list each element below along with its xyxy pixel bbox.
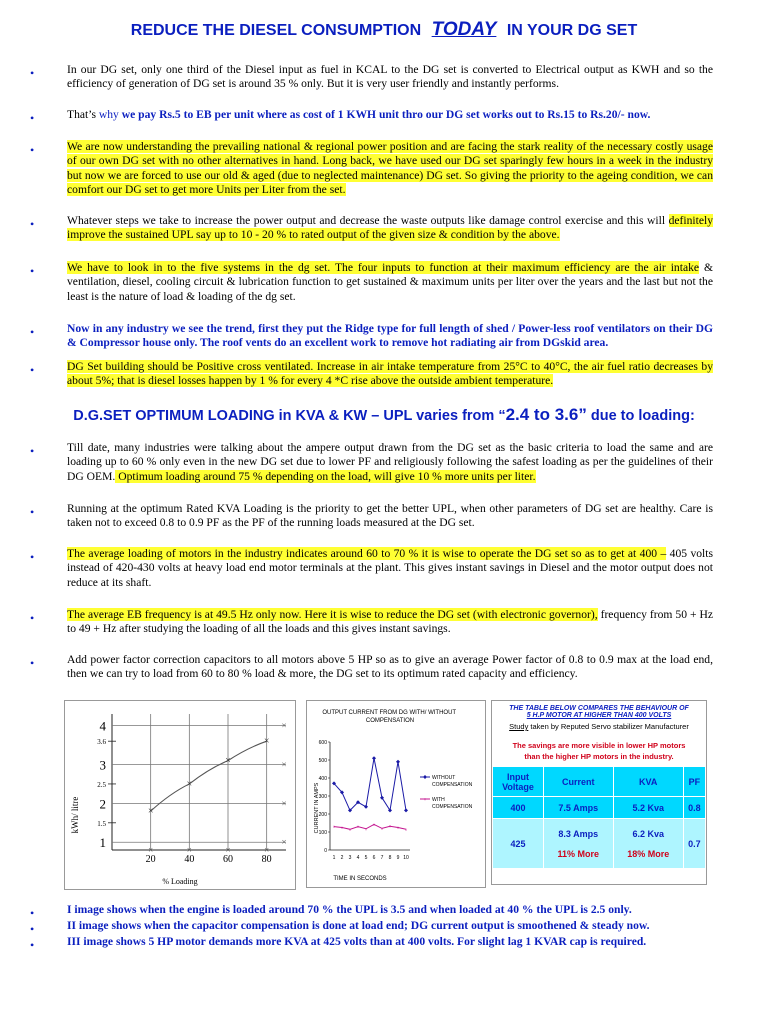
bullet-dot: • [30, 505, 35, 519]
study-word: Study [509, 722, 529, 731]
bullet-building-ventilation [67, 360, 713, 389]
table-row [493, 819, 706, 869]
data-point: × [356, 825, 360, 831]
page-title [0, 19, 768, 41]
data-point: × [263, 736, 270, 748]
y-tick-label: 200 [318, 812, 327, 818]
table-header-row [493, 767, 706, 797]
title-part: IN YOUR DG SET [506, 22, 638, 39]
cell-pf: 0.8 [683, 797, 705, 819]
bullet-dot: • [30, 444, 35, 458]
cell-current [544, 819, 614, 869]
table-heading-2: 5 H.P MOTOR AT HIGHER THAN 400 VOLTS [526, 712, 672, 719]
bullet-text: In our DG set, only one third of the Diesel input as fuel in KCAL to the DG set is converted to Electrical output as KWH and so the efficiency of generation of DG set is around 35 % only. But it is very user friendly and instantly performs. [67, 63, 713, 91]
y-tick-label: 4 [99, 718, 106, 734]
study-line [492, 722, 706, 731]
y-tick-label: 600 [318, 740, 327, 746]
col-header-kva: KVA [613, 767, 683, 797]
chart-ylabel: kWh/ litre [70, 796, 80, 834]
heading-part: 2.4 to 3.6” [505, 405, 587, 424]
bullet-text: Running at the optimum Rated KVA Loading is the priority to get the better UPL, when other parameters of DG set are healthy. Care is taken not to exceed 0.8 to 0.9 PF as the PF of the running loads measured at the DG set. [67, 502, 713, 530]
cell-voltage: 400 [493, 797, 544, 819]
chart-xlabel: TIME IN SECONDS [333, 876, 387, 882]
y-tick-label: 400 [318, 776, 327, 782]
chart-ylabel: CURRENT IN AMPS [314, 782, 320, 834]
title-emphasis: TODAY [431, 19, 497, 40]
data-point: × [388, 825, 392, 831]
bullet-text: frequency from 50 + Hz to 49 + Hz after studying the loading of all the loads and this gives instant savings. [67, 608, 713, 636]
bullet-text: We have to look in to the five systems in the dg set. The four inputs to function at their maximum efficiency are the air intake [67, 261, 700, 274]
x-tick-label: 9 [396, 855, 400, 861]
x-tick-label: 1 [332, 855, 336, 861]
upl-loading-chart-svg [64, 700, 296, 890]
bullet-text: Till date, many industries were talking about the ampere output drawn from the DG set as the basic criteria to load the same and are loading up to 60 % only even in the new DG set due to lower PF and religiously following the safest loading as per the guidelines of their DG OEM. [67, 441, 713, 483]
footnote-image-3 [67, 935, 713, 949]
bullet-text: That’s [67, 108, 99, 121]
bullet-power-position [67, 140, 713, 198]
bullet-increase-output [67, 214, 713, 243]
y-tick-label: 100 [318, 830, 327, 836]
x-tick-label: 8 [388, 855, 392, 861]
data-point: × [186, 778, 193, 790]
y-tick-cross: × [281, 798, 287, 809]
bullet-text: Add power factor correction capacitors to all motors above 5 HP so as to give an average Power factor of 0.8 to 0.9 max at the load end, then we can try to load from 60 to 80 % load & more, the DG set to its optimum rated capacity and efficiency. [67, 653, 713, 681]
data-point: × [372, 823, 376, 829]
y-minor-tick-label: 2.5 [97, 780, 106, 789]
current-compensation-chart-svg [306, 700, 486, 888]
bullet-ampere-criteria [67, 441, 713, 484]
y-tick-label: 1 [99, 835, 106, 851]
x-tick-label: 3 [348, 855, 352, 861]
x-tick-cross: × [225, 845, 231, 855]
bullet-dot: • [30, 143, 35, 157]
data-point: × [147, 806, 154, 818]
cell-kva-increase: 18% More [627, 848, 670, 859]
bullet-motor-loading [67, 547, 713, 590]
data-point: × [404, 828, 408, 834]
bullet-five-systems [67, 261, 713, 304]
x-tick-label: 7 [380, 855, 384, 861]
bullet-eb-frequency [67, 608, 713, 637]
bullet-roof-ventilators [67, 322, 713, 351]
x-tick-label: 4 [356, 855, 360, 861]
bullet-dot: • [30, 550, 35, 564]
x-tick-label: 10 [403, 855, 409, 861]
col-header-voltage: Input Voltage [493, 767, 544, 797]
y-tick-label: 300 [318, 794, 327, 800]
study-rest: taken by Reputed Servo stabilizer Manufacturer [528, 722, 689, 731]
bullet-dot: • [30, 264, 35, 278]
bullet-dot: • [30, 906, 35, 920]
bullet-text: definitely improve the sustained UPL say up to 10 - 20 % to rated output of the given size & condition by the above. [67, 214, 713, 242]
data-point: × [364, 827, 368, 833]
legend-label-with: WITH COMPENSATION [432, 797, 473, 810]
comparison-table [492, 766, 706, 869]
bullet-text: Optimum loading around 75 % depending on the load, will give 10 % more units per liter. [115, 469, 536, 483]
bullet-dot: • [30, 111, 35, 125]
bullet-dot: • [30, 656, 35, 670]
savings-note: The savings are more visible in lower HP motors than the higher HP motors in the industry. [512, 741, 686, 761]
current-compensation-chart [306, 700, 486, 888]
x-tick-label: 40 [184, 854, 195, 865]
y-tick-cross: × [281, 759, 287, 770]
bullet-text: 405 volts instead of 420-430 volts at heavy load end motor terminals at the plant. This gives instant savings in Diesel and the motor output does not reduce at its shaft. [67, 547, 713, 589]
bullet-text: we pay Rs.5 to EB per unit where as cost of 1 KWH unit thro our DG set works out to Rs.15 to Rs.20/- now. [121, 108, 651, 121]
y-tick-label: 500 [318, 758, 327, 764]
bullet-text: Now in any industry we see the trend, first they put the Ridge type for full length of shed / Power-less roof ventilators on their DG & Compressor house only. The roof vents do an excellent work to remove hot radiating air from DGskid area. [67, 322, 713, 350]
bullet-optimum-kva [67, 502, 713, 531]
footnote-text: I image shows when the engine is loaded around 70 % the UPL is 3.5 and when loaded at 40 % the UPL is 2.5 only. [67, 903, 632, 916]
data-point: × [396, 826, 400, 832]
col-header-pf: PF [683, 767, 705, 797]
legend-marker-with: × [423, 798, 427, 803]
x-tick-label: 80 [261, 854, 272, 865]
bullet-dot: • [30, 363, 35, 377]
heading-part: due to loading: [586, 408, 695, 424]
x-tick-cross: × [186, 845, 192, 855]
bullet-dot: • [30, 611, 35, 625]
motor-comparison-panel [491, 700, 707, 885]
bullet-text: The average EB frequency is at 49.5 Hz only now. Here it is wise to reduce the DG set (with electronic governor), [67, 608, 598, 621]
bullet-dot: • [30, 922, 35, 936]
cell-current: 7.5 Amps [544, 797, 614, 819]
y-tick-cross: × [281, 837, 287, 848]
heading-part: D.G.SET OPTIMUM LOADING in KVA & KW – UPL varies from “ [73, 408, 506, 424]
data-point: × [380, 827, 384, 833]
col-header-current: Current [544, 767, 614, 797]
cell-pf: 0.7 [683, 819, 705, 869]
y-tick-label: 0 [324, 848, 327, 854]
y-minor-tick-label: 3.6 [97, 738, 106, 747]
cell-kva [613, 819, 683, 869]
bullet-text: Whatever steps we take to increase the power output and decrease the waste outputs like damage control exercise and this will [67, 214, 669, 227]
footnote-image-1 [67, 903, 713, 917]
bullet-text: & ventilation, diesel, cooling circuit & lubrication function to get sustained & maximum units per liter over the years and the last but not the least is the nature of load & loading of the dg set. [67, 261, 713, 303]
bullet-dot: • [30, 938, 35, 952]
data-point: × [225, 755, 231, 767]
y-tick-label: 3 [99, 757, 106, 773]
x-tick-label: 5 [364, 855, 368, 861]
x-tick-label: 6 [372, 855, 376, 861]
cell-current-value: 8.3 Amps [558, 828, 599, 839]
chart-title-line: COMPENSATION [365, 718, 415, 724]
section-heading-loading [0, 405, 768, 425]
bullet-dot: • [30, 325, 35, 339]
bullet-text: DG Set building should be Positive cross ventilated. Increase in air intake temperature from 25°C to 40°C, the air fuel ratio decreases by about 5%; that is diesel losses happen by 1 % for every 4 *C rise above the outside ambient temperature. [67, 360, 713, 388]
chart-title-line: OUTPUT CURRENT FROM DG WITH/ WITHOUT [322, 710, 456, 716]
x-tick-label: 2 [340, 855, 344, 861]
bullet-dot: • [30, 66, 35, 80]
x-tick-label: 20 [145, 854, 156, 865]
upl-loading-chart [64, 700, 296, 890]
cell-kva: 5.2 Kva [613, 797, 683, 819]
data-point: × [332, 825, 336, 831]
x-tick-cross: × [148, 845, 154, 855]
y-tick-label: 2 [99, 796, 106, 812]
title-part: REDUCE THE DIESEL CONSUMPTION [130, 22, 422, 39]
footnote-text: II image shows when the capacitor compensation is done at load end; DG current output is smoothened & steady now. [67, 919, 650, 932]
bullet-diesel-efficiency [67, 63, 713, 92]
bullet-dot: • [30, 217, 35, 231]
bullet-pf-capacitors [67, 653, 713, 682]
cell-kva-value: 6.2 Kva [632, 828, 664, 839]
bullet-text: why [98, 108, 122, 121]
y-tick-cross: × [281, 720, 287, 731]
legend-label-without: WITHOUT COMPENSATION [432, 775, 473, 788]
table-heading-1: THE TABLE BELOW COMPARES THE BEHAVIOUR OF [509, 705, 689, 712]
footnote-image-2 [67, 919, 713, 933]
data-point: × [340, 826, 344, 832]
table-row [493, 797, 706, 819]
bullet-text: We are now understanding the prevailing national & regional power position and are facing the stark reality of the necessary costly usage of our own DG set with no other alternatives in hand. Long back, we have used our DG set sparingly few hours in a week in the industry but now we are forced to use our old & aged (due to neglected maintenance) DG set. So giving the priority to the ageing condition, we can comfort our DG set to get more Units per Liter from the set. [67, 140, 713, 197]
data-point: × [348, 828, 352, 834]
x-tick-label: 60 [223, 854, 233, 865]
bullet-cost-per-unit [67, 108, 713, 122]
x-tick-cross: × [264, 845, 270, 855]
chart-xlabel: % Loading [162, 877, 198, 886]
y-minor-tick-label: 1.5 [97, 819, 106, 828]
cell-voltage: 425 [493, 819, 544, 869]
bullet-text: The average loading of motors in the industry indicates around 60 to 70 % it is wise to operate the DG set so as to get at 400 – [67, 547, 667, 560]
footnote-text: III image shows 5 HP motor demands more KVA at 425 volts than at 400 volts. For slight lag 1 KVAR cap is required. [67, 935, 647, 948]
cell-current-increase: 11% More [557, 848, 600, 859]
